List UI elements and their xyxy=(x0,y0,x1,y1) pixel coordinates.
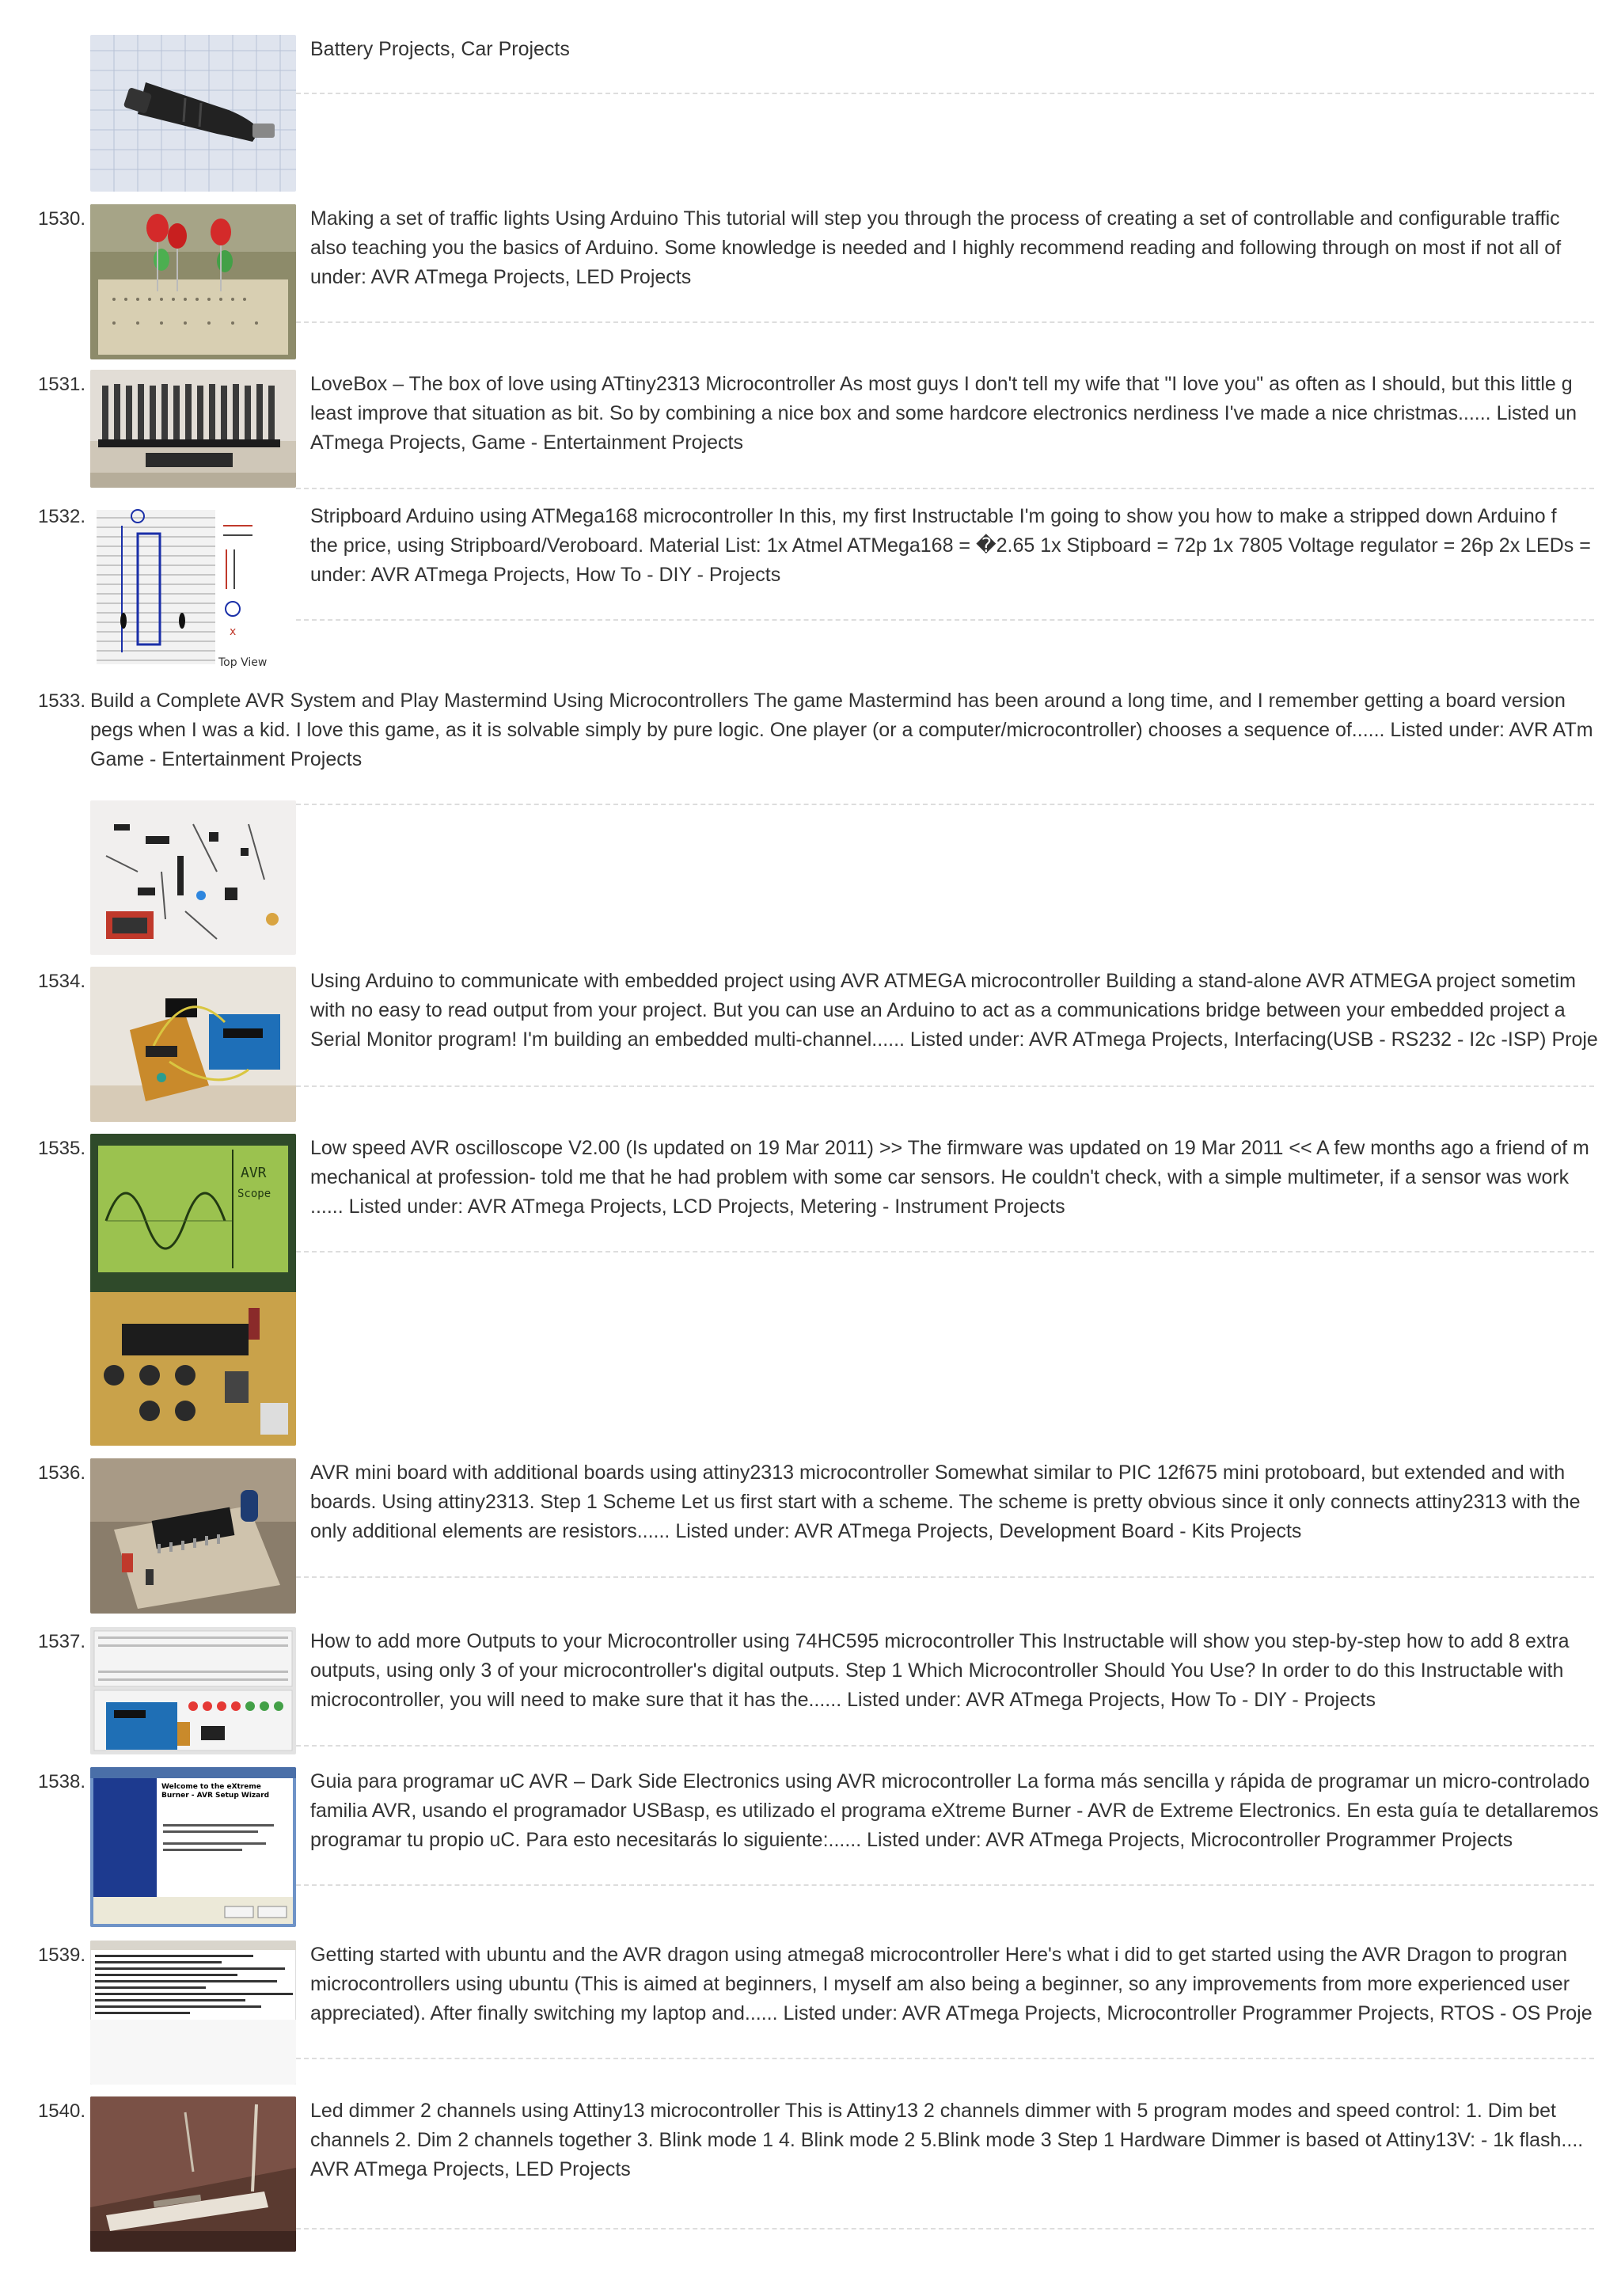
arduino-embedded-boards-photo-icon xyxy=(90,967,296,1122)
item-number: 1530. xyxy=(37,208,85,230)
item-number: 1532. xyxy=(37,506,85,527)
divider xyxy=(296,1745,1594,1747)
divider xyxy=(296,1251,1594,1253)
thumbnail-link[interactable] xyxy=(90,502,296,671)
thumb-caption: Welcome to the eXtreme Burner - AVR Setup Wizard xyxy=(161,1783,270,1800)
thumbnail-link[interactable] xyxy=(90,1627,296,1754)
item-number: 1534. xyxy=(37,971,85,992)
item-number: 1533. xyxy=(37,690,85,712)
car-charger-plug-photo-icon xyxy=(90,35,296,192)
svg-text:AVR: AVR xyxy=(241,1165,267,1181)
item-description: How to add more Outputs to your Microcontroller using 74HC595 microcontroller This Instructable will show you step-by-step how to add 8 extra outputs, using only 3 of your microcontroller's digital outputs. Step 1 Which Microcontroller Should You Use? In order to do this Instructable with microcontroller, you will need to make sure that it has the...... Listed under: AVR ATmega Projects, How To - DIY - Projects xyxy=(310,1630,1570,1711)
item-number: 1538. xyxy=(37,1771,85,1792)
thumbnail-link[interactable] xyxy=(90,1458,296,1614)
divider xyxy=(296,804,1594,805)
item-description: Using Arduino to communicate with embedded project using AVR ATMEGA microcontroller Building a stand-alone AVR ATMEGA project sometim with no easy to read output from your project. But you can use an Arduino to act as a communications bridge between your embedded project a Serial Monitor program! I'm building an embedded multi-channel...... Listed under: AVR ATmega Projects, Interfacing(USB - RS232 - I2c -ISP) Proje xyxy=(310,970,1598,1051)
divider xyxy=(296,1085,1594,1087)
thumbnail-link[interactable] xyxy=(90,35,296,192)
item-number: 1537. xyxy=(37,1631,85,1652)
traffic-lights-breadboard-photo-icon xyxy=(90,204,296,359)
thumbnail-link[interactable] xyxy=(90,800,296,955)
item-number: 1535. xyxy=(37,1138,85,1159)
svg-text:x: x xyxy=(230,625,237,638)
item-description: Making a set of traffic lights Using Arduino This tutorial will step you through the process of creating a set of controllable and configurable traffic also teaching you the basics of Arduino. Some knowledge is needed and I highly recommend reading and following through on most if not all of under: AVR ATmega Projects, LED Projects xyxy=(310,207,1562,288)
item-description: Low speed AVR oscilloscope V2.00 (Is updated on 19 Mar 2011) >> The firmware was updated on 19 Mar 2011 << A few months ago a friend of m mechanical at profession- told me that he had problem with some car sensors. He couldn't check, with a simple multimeter, if a sensor was work ...... Listed under: AVR ATmega Projects, LCD Projects, Metering - Instrument Projects xyxy=(310,1137,1589,1218)
item-description: Getting started with ubuntu and the AVR dragon using atmega8 microcontroller Here's what i did to get started using the AVR Dragon to progran microcontrollers using ubuntu (This is aimed at beginners, I myself am also being a beginner, so any improvements from more experienced user appreciated). After finally switching my laptop and...... Listed under: AVR ATmega Projects, Microcontroller Programmer Projects, RTOS - OS Proje xyxy=(310,1944,1593,2024)
divider xyxy=(296,1576,1594,1578)
thumbnail-link[interactable] xyxy=(90,967,296,1122)
oscilloscope-lcd-board-photo-icon xyxy=(90,1134,296,1446)
item-description: Battery Projects, Car Projects xyxy=(310,38,570,60)
item-number: 1536. xyxy=(37,1462,85,1484)
led-strip-dimmer-photo-icon xyxy=(90,2096,296,2252)
breadboard-leds-arduino-diagram-icon xyxy=(90,1627,296,1754)
divider xyxy=(296,321,1594,323)
item-description: Build a Complete AVR System and Play Mastermind Using Microcontrollers The game Mastermind has been around a long time, and I remember getting a board version pegs when I was a kid. I love this game, as it is solvable simply by pure logic. One player (or a computer/microcontroller) chooses a sequence of...... Listed under: AVR ATm Game - Entertainment Projects xyxy=(90,690,1593,770)
item-number: 1531. xyxy=(37,374,85,395)
thumb-caption: Top View xyxy=(218,656,268,669)
item-description: Led dimmer 2 channels using Attiny13 microcontroller This is Attiny13 2 channels dimmer with 5 program modes and speed control: 1. Dim bet channels 2. Dim 2 channels together 3. Blink mode 1 4. Blink mode 2 5.Blink mode 3 Step 1 Hardware Dimmer is based ot Attiny13V: - 1k flash.... AVR ATmega Projects, LED Projects xyxy=(310,2100,1584,2180)
item-description: LoveBox – The box of love using ATtiny2313 Microcontroller As most guys I don't tell my wife that "I love you" as often as I should, but this little g least improve that situation as bit. So by combining a nice box and some hardcore electronics nerdiness I've made a nice christmas...... Listed un ATmega Projects, Game - Entertainment Projects xyxy=(310,373,1577,454)
item-description: AVR mini board with additional boards using attiny2313 microcontroller Somewhat similar to PIC 12f675 mini protoboard, but extended and with boards. Using attiny2313. Step 1 Scheme Let us first start with a scheme. The scheme is pretty obvious since it only connects attiny2313 with the only additional elements are resistors...... Listed under: AVR ATmega Projects, Development Board - Kits Projects xyxy=(310,1462,1581,1542)
thumbnail-link[interactable] xyxy=(90,1767,296,1927)
thumbnail-link[interactable] xyxy=(90,1134,296,1446)
divider xyxy=(296,1884,1594,1886)
led-pins-board-photo-icon xyxy=(90,370,296,488)
divider xyxy=(296,2228,1594,2229)
divider xyxy=(296,619,1594,621)
thumbnail-link[interactable] xyxy=(90,370,296,488)
terminal-screenshot-icon xyxy=(90,1941,296,2085)
item-description: Stripboard Arduino using ATMega168 microcontroller In this, my first Instructable I'm going to show you how to make a stripped down Arduino f the price, using Stripboard/Veroboard. Material List: 1x Atmel ATMega168 = �2.65 1x Stipboard = 72p 1x 7805 Voltage regulator = 26p 2x LEDs = under: AVR ATmega Projects, How To - DIY - Projects xyxy=(310,505,1591,586)
thumbnail-link[interactable] xyxy=(90,1941,296,2085)
item-number: 1540. xyxy=(37,2100,85,2122)
item-description: Guia para programar uC AVR – Dark Side Electronics using AVR microcontroller La forma más sencilla y rápida de programar un micro-controlado familia AVR, usando el programador USBasp, es utilizado el programa eXtreme Burner - AVR de Extreme Electronics. En esta guía te detallaremos programar tu propio uC. Para esto necesitarás lo siguiente:...... Listed under: AVR ATmega Projects, Microcontroller Programmer Projects xyxy=(310,1770,1599,1851)
svg-text:Scope: Scope xyxy=(237,1188,271,1200)
stripboard-layout-diagram-icon xyxy=(90,502,296,671)
thumbnail-link[interactable] xyxy=(90,204,296,359)
mini-board-socket-photo-icon xyxy=(90,1458,296,1614)
components-on-table-photo-icon xyxy=(90,800,296,955)
divider xyxy=(296,2058,1594,2059)
setup-wizard-screenshot-icon xyxy=(90,1767,296,1927)
thumbnail-link[interactable] xyxy=(90,2096,296,2252)
divider xyxy=(296,488,1594,489)
divider xyxy=(296,93,1594,94)
item-number: 1539. xyxy=(37,1944,85,1966)
